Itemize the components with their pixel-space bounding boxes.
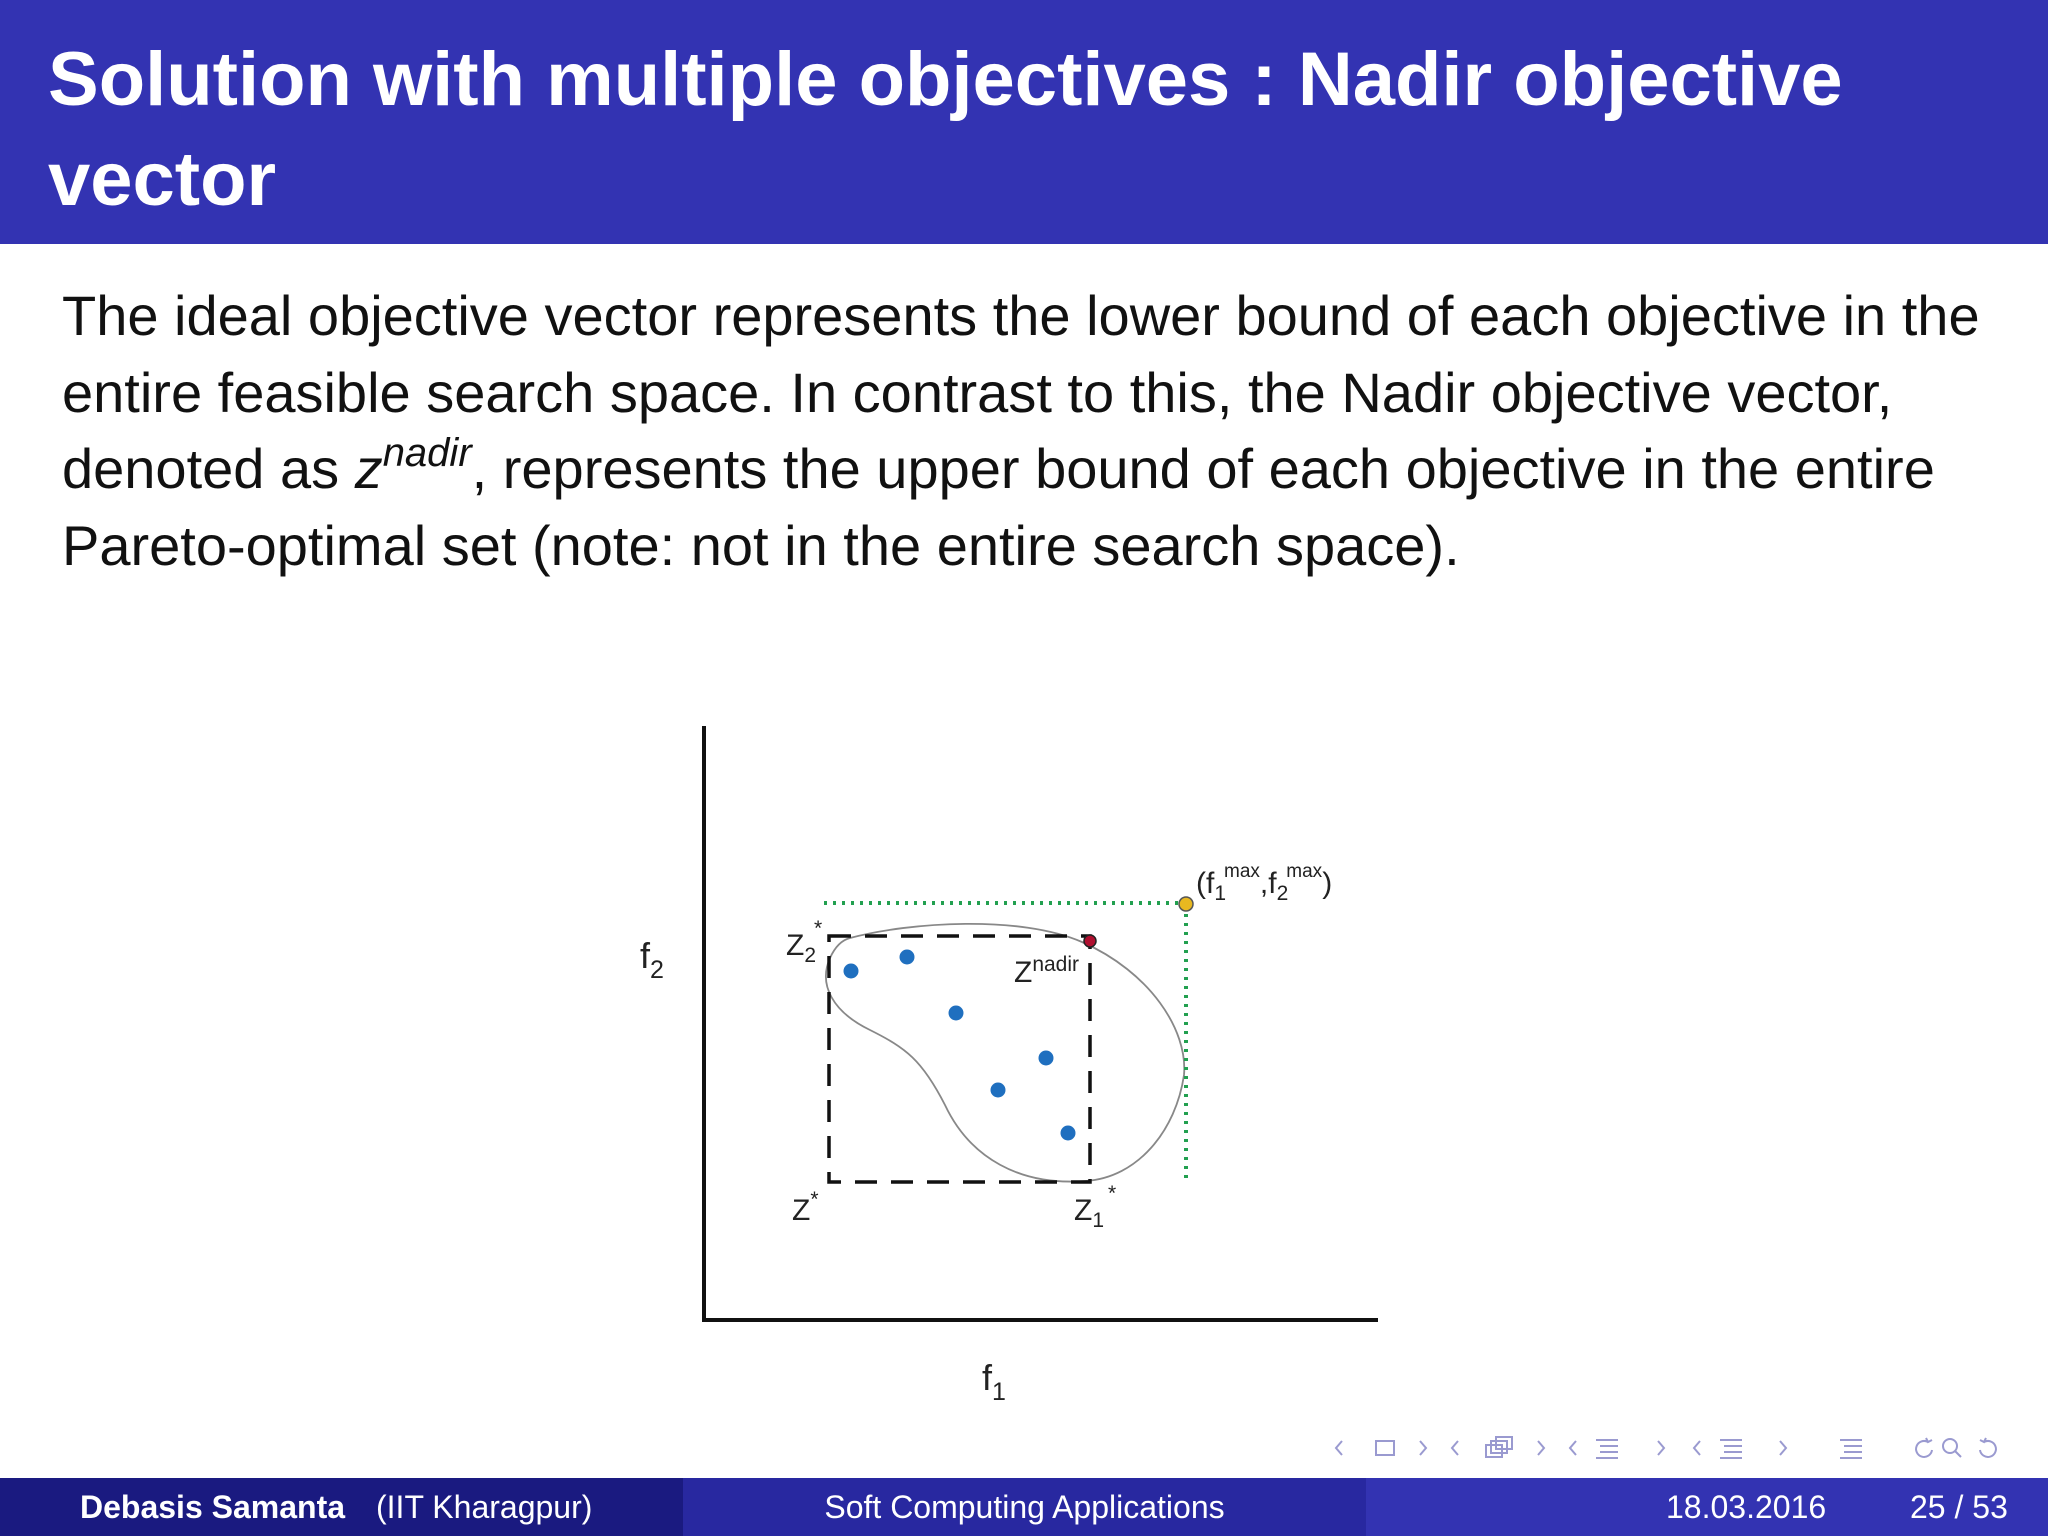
z-nadir-label: $Z^{nadir}$ bbox=[1014, 953, 1080, 989]
footer-date: 18.03.2016 bbox=[1666, 1489, 1827, 1525]
beamer-nav-bar bbox=[1328, 1430, 2028, 1466]
nadir-point bbox=[1084, 935, 1096, 947]
body-text-part2: , represents the upper bound of each objective in the entire Pareto-optimal set (note: not in the entire search space). bbox=[62, 437, 1935, 577]
pareto-point bbox=[900, 950, 915, 965]
z-star-label: Z* bbox=[792, 1188, 819, 1227]
nav-next-frame-icon[interactable] bbox=[1420, 1441, 1426, 1455]
footer-institution: (IIT Kharagpur) bbox=[376, 1489, 593, 1525]
nav-section-icon[interactable] bbox=[1596, 1440, 1618, 1458]
nav-next-subsection-icon[interactable] bbox=[1538, 1441, 1544, 1455]
pareto-point bbox=[949, 1006, 964, 1021]
nav-prev-section-icon[interactable] bbox=[1570, 1441, 1576, 1455]
nav-undo-icon[interactable] bbox=[1916, 1438, 1932, 1457]
nav-subsection-icon[interactable] bbox=[1486, 1437, 1512, 1457]
footer-page-number: 25 / 53 bbox=[1910, 1489, 2008, 1525]
axis-y-label: $f_2$ bbox=[640, 935, 664, 984]
nav-next-section-icon[interactable] bbox=[1658, 1441, 1664, 1455]
pareto-region bbox=[826, 924, 1184, 1182]
footer-right bbox=[1366, 1478, 2048, 1536]
z2-star-label: $Z_2*$ bbox=[786, 917, 823, 967]
footer-course: Soft Computing Applications bbox=[683, 1478, 1366, 1536]
slide-title: Solution with multiple objectives : Nadir objective vector bbox=[48, 37, 1843, 222]
fmax-label: $(f_1\max,f_2\max)$ bbox=[1196, 861, 1333, 905]
math-sup: nadir bbox=[382, 431, 472, 475]
nav-align-icon[interactable] bbox=[1840, 1440, 1862, 1458]
math-base: z bbox=[354, 437, 383, 500]
pareto-point bbox=[991, 1083, 1006, 1098]
nav-prev-subsection-icon[interactable] bbox=[1452, 1441, 1458, 1455]
pareto-point bbox=[844, 964, 859, 979]
nav-prev-frame-icon[interactable] bbox=[1336, 1441, 1342, 1455]
pareto-point bbox=[1061, 1126, 1076, 1141]
nav-prev-doc-icon[interactable] bbox=[1694, 1441, 1700, 1455]
footer bbox=[0, 1478, 2048, 1536]
body-text-part1: The ideal objective vector represents the lower bound of each objective in the entire feasible search space. In contrast to this, the Nadir objective vector, denoted as bbox=[62, 284, 1980, 500]
fmax-point bbox=[1179, 897, 1193, 911]
footer-author: Debasis Samanta bbox=[80, 1489, 346, 1525]
nav-frame-icon[interactable] bbox=[1376, 1441, 1394, 1455]
pareto-point bbox=[1039, 1051, 1054, 1066]
axis-x-label: $f_1$ bbox=[982, 1357, 1006, 1406]
nav-next-doc-icon[interactable] bbox=[1780, 1441, 1786, 1455]
footer-left bbox=[0, 1478, 683, 1536]
nav-redo-icon[interactable] bbox=[1980, 1438, 1996, 1457]
z1-star-label: $Z_1^*$ bbox=[1074, 1182, 1117, 1232]
nav-search-icon[interactable] bbox=[1943, 1439, 1961, 1457]
nav-doc-icon[interactable] bbox=[1720, 1440, 1742, 1458]
